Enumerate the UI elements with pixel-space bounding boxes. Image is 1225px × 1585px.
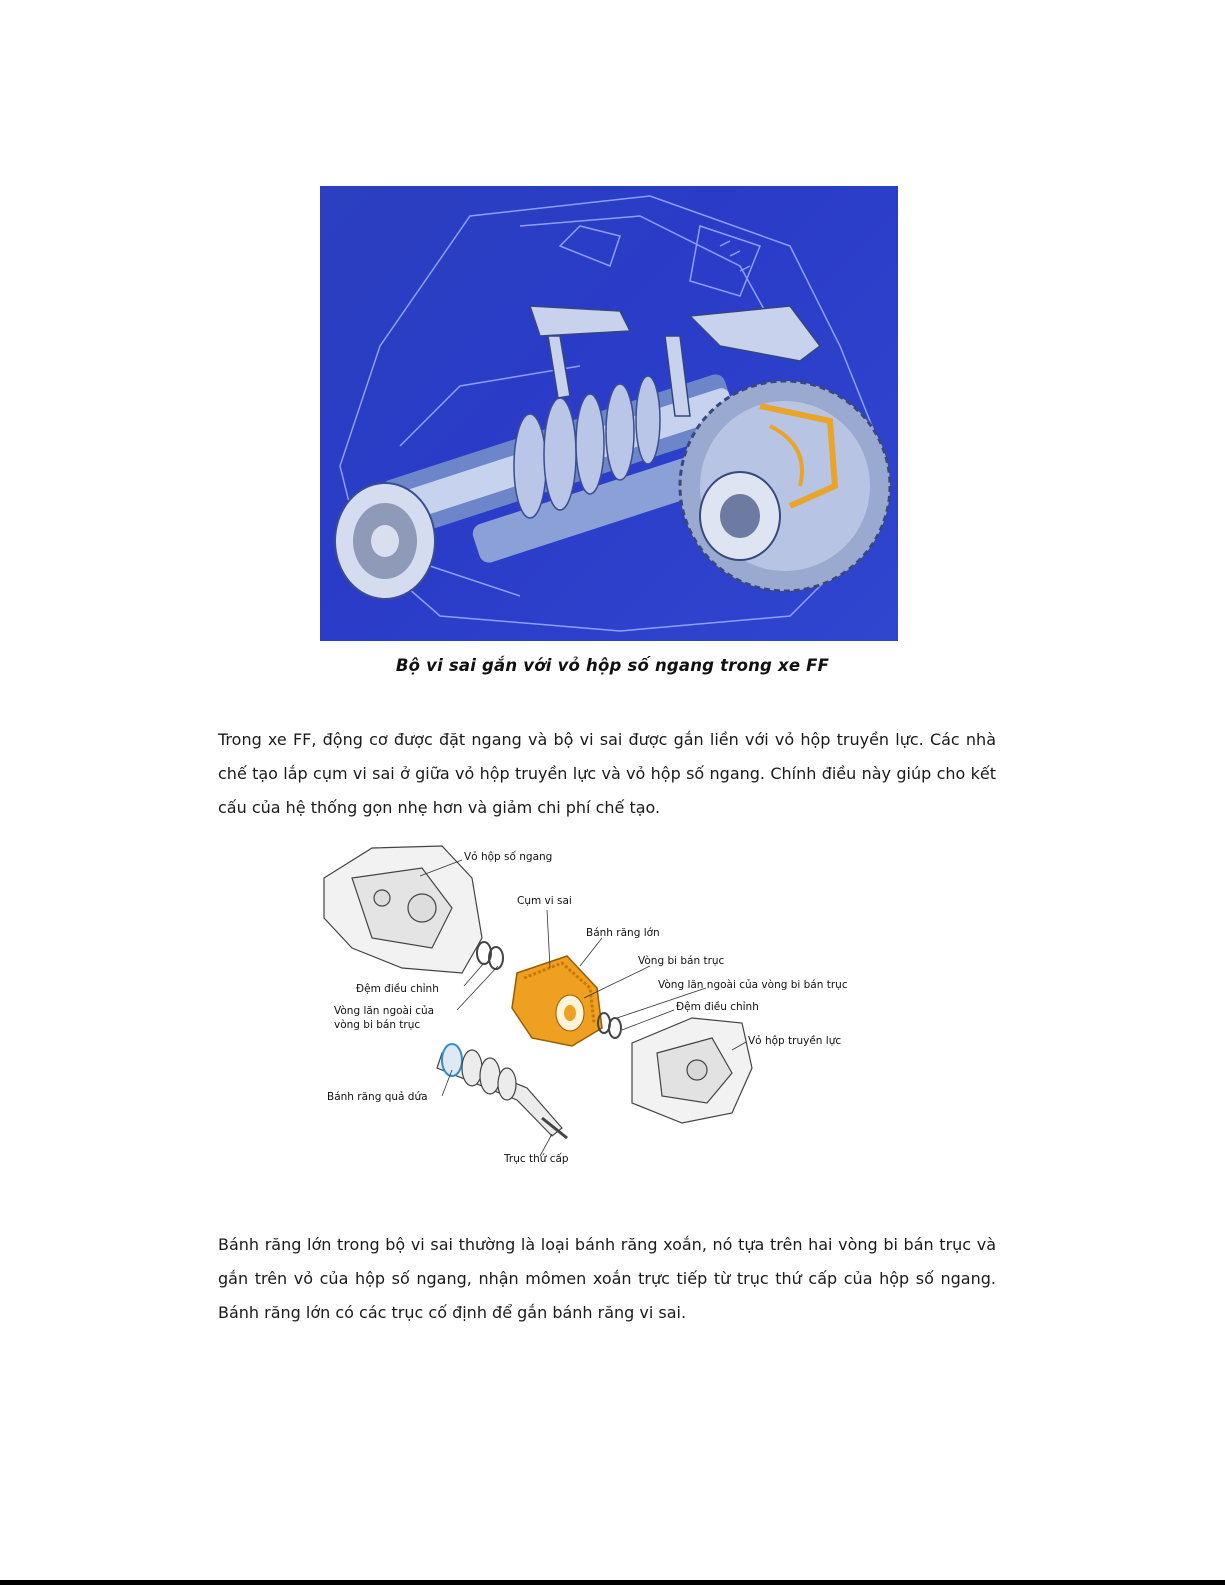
label-transmission-case: Vỏ hộp truyền lực [748,1035,842,1047]
paragraph-1: Trong xe FF, động cơ được đặt ngang và bộ vi sai được gắn liền với vỏ hộp truyền lực. Các nhà chế tạo lắp cụm vi sai ở giữa vỏ hộp truyền lực và vỏ hộp số ngang. Chính điều này giúp cho kết cấu của hệ thống gọn nhẹ hơn và giảm chi phí chế tạo. [218,730,996,817]
label-output-shaft: Trục thứ cấp [504,1153,569,1165]
transaxle-cutaway-image [320,186,898,641]
transaxle-case-drawing [324,846,482,973]
label-diff-assembly: Cụm vi sai [517,895,572,907]
figure1-caption: Bộ vi sai gắn với vỏ hộp số ngang trong xe FF [395,656,830,675]
transmission-case-drawing [632,1018,752,1123]
label-outer-race-left-1: Vòng lăn ngoài của [334,1005,435,1017]
exploded-diagram [312,838,902,1180]
label-side-bearing: Vòng bi bán trục [638,955,725,967]
label-ring-gear: Bánh răng lớn [586,927,660,939]
label-outer-race-left-2: vòng bi bán trục [334,1019,421,1031]
label-shim-left: Đệm điều chỉnh [356,983,439,995]
label-pinion-gear: Bánh răng quả dứa [327,1091,428,1103]
label-transaxle-case: Vỏ hộp số ngang [464,851,553,863]
label-shim-right: Đệm điều chỉnh [676,1001,759,1013]
label-outer-race-right: Vòng lăn ngoài của vòng bi bán trục [658,979,848,991]
page-bottom-edge [0,1580,1225,1585]
paragraph-2: Bánh răng lớn trong bộ vi sai thường là loại bánh răng xoắn, nó tựa trên hai vòng bi bán trục và gắn trên vỏ của hộp số ngang, nhận mômen xoắn trực tiếp từ trục thứ cấp của hộp số ngang. Bánh răng lớn có các trục cố định để gắn bánh răng vi sai. [218,1235,996,1322]
